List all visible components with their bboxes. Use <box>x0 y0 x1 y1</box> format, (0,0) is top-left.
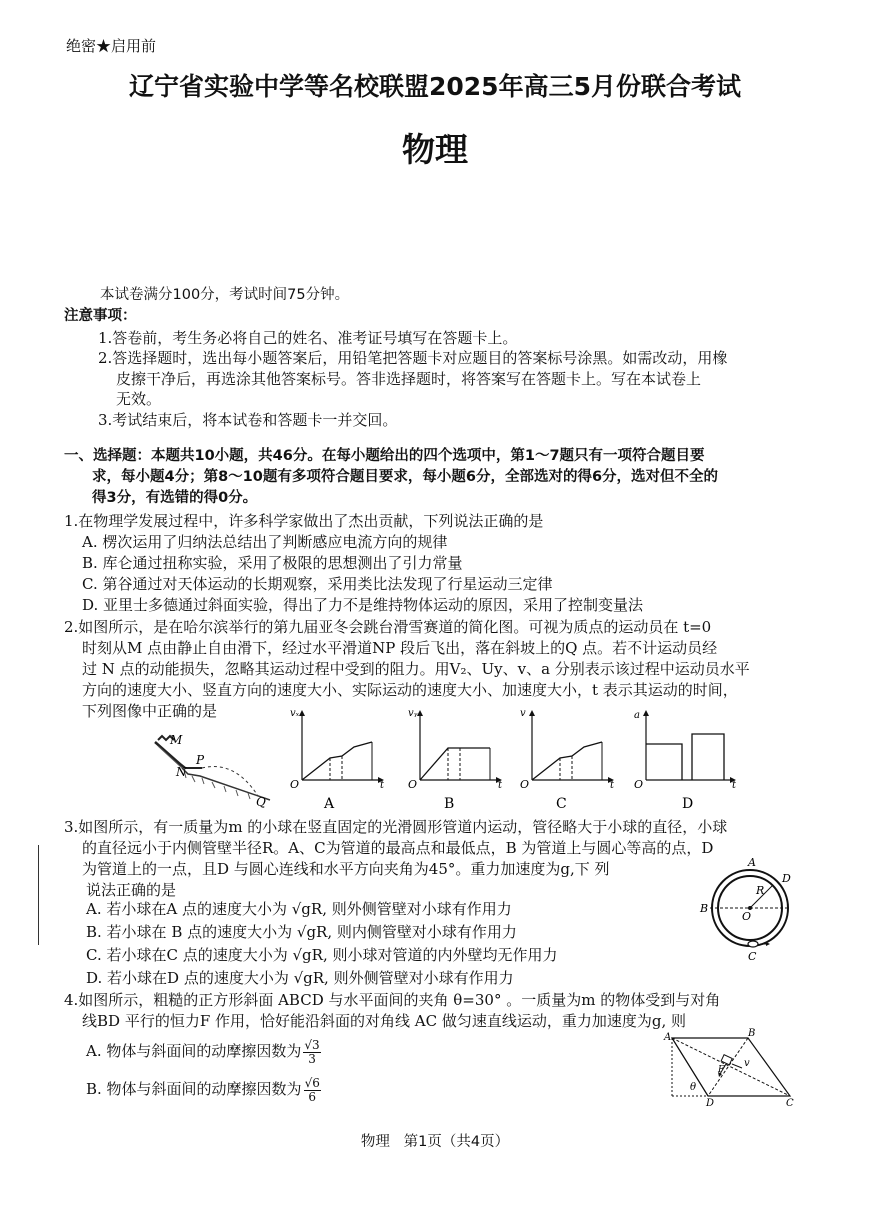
pipe-label-r: R <box>756 884 765 897</box>
graph-b-tlabel: t <box>498 780 503 791</box>
graph-d-origin: O <box>634 778 644 791</box>
note-2: 2.答选择题时，选出每小题答案后，用铅笔把答题卡对应题目的答案标号涂黑。如需改动，用橡 <box>98 349 728 367</box>
q3-option-b: B. 若小球在 B 点的速度大小为 √gR, 则内侧管壁对小球有作用力 <box>86 923 517 941</box>
q4-option-a-denominator: 3 <box>308 1051 316 1066</box>
q2-line-5: 下列图像中正确的是 <box>82 702 218 720</box>
graph-c-origin: O <box>520 778 530 791</box>
graph-d-letter: D <box>682 796 694 812</box>
graph-a-origin: O <box>290 778 300 791</box>
inclined-plane-figure <box>656 1028 806 1109</box>
q2-figures <box>140 708 760 814</box>
graph-b-letter: B <box>444 796 455 812</box>
note-1: 1.答卷前，考生务必将自己的姓名、准考证号填写在答题卡上。 <box>98 329 518 347</box>
q1-option-d: D. 亚里士多德通过斜面实验，得出了力不是维持物体运动的原因，采用了控制变量法 <box>82 596 644 614</box>
q4-option-a-fraction <box>303 1039 320 1066</box>
q3-option-a: A. 若小球在A 点的速度大小为 √gR, 则外侧管壁对小球有作用力 <box>86 900 512 918</box>
graph-a-ylabel: vₓ <box>290 708 300 719</box>
q2-line-3: 过 N 点的动能损失，忽略其运动过程中受到的阻力。用V₂、Uy、v、a 分别表示该过程中运动员水平 <box>82 660 750 678</box>
plane-label-v: v <box>744 1058 750 1069</box>
graph-d-ylabel: a <box>634 710 640 721</box>
graph-d-tlabel: t <box>732 780 737 791</box>
section-1-line-2: 求，每小题4分；第8～10题有多项符合题目要求，每小题6分，全部选对的得6分，选对但不全的 <box>92 469 719 485</box>
plane-label-theta: θ <box>690 1082 697 1093</box>
q4-option-b-fraction <box>304 1077 321 1104</box>
graph-d <box>634 710 737 812</box>
ski-track-figure <box>155 733 270 809</box>
circular-pipe-figure <box>700 858 810 962</box>
q4-option-b-denominator: 6 <box>308 1089 317 1104</box>
q3-line-4: 说法正确的是 <box>86 881 177 899</box>
q4-option-b <box>86 1074 321 1104</box>
q4-line-1: 4.如图所示，粗糙的正方形斜面 ABCD 与水平面间的夹角 θ=30° 。一质量为m 的物体受到与对角 <box>64 991 721 1009</box>
plane-label-d: D <box>706 1098 715 1109</box>
q2-line-1: 2.如图所示，是在哈尔滨举行的第九届亚冬会跳台滑雪赛道的简化图。可视为质点的运动员在 t=0 <box>64 618 712 636</box>
pipe-label-a: A <box>748 856 756 869</box>
pipe-label-b: B <box>700 902 709 915</box>
q1-option-a: A. 楞次运用了归纳法总结出了判断感应电流方向的规律 <box>82 533 448 551</box>
note-2-cont-2: 无效。 <box>116 390 162 408</box>
graph-c-ylabel: v <box>520 708 526 719</box>
q3-line-3: 为管道上的一点，且D 与圆心连线和水平方向夹角为45°。重力加速度为g,下 列 <box>82 860 610 878</box>
track-label-m: M <box>170 733 183 747</box>
confidential-mark: 绝密★启用前 <box>66 37 157 55</box>
note-3: 3.考试结束后，将本试卷和答题卡一并交回。 <box>98 411 398 429</box>
graph-b-origin: O <box>408 778 418 791</box>
graph-c <box>520 708 615 812</box>
q4-option-a-numerator: √3 <box>304 1037 320 1052</box>
q3-line-2: 的直径远小于内侧管壁半径R。A、C为管道的最高点和最低点，B 为管道上与圆心等高的点，D <box>82 839 714 857</box>
q4-option-b-numerator: √6 <box>304 1075 320 1090</box>
q4-option-a <box>86 1036 321 1066</box>
q2-line-4: 方向的速度大小、竖直方向的速度大小、实际运动的速度大小、加速度大小，t 表示其运动的时间， <box>82 681 738 699</box>
q1-stem: 1.在物理学发展过程中，许多科学家做出了杰出贡献，下列说法正确的是 <box>64 512 544 530</box>
graph-a-letter: A <box>324 796 335 812</box>
q3-line-1: 3.如图所示，有一质量为m 的小球在竖直固定的光滑圆形管道内运动，管径略大于小球的直径，小球 <box>64 818 728 836</box>
pipe-label-c: C <box>748 950 757 963</box>
page-footer: 物理 第1页（共4页） <box>360 1134 510 1150</box>
pipe-label-d: D <box>782 872 791 885</box>
graph-b-ylabel: vᵧ <box>408 708 418 719</box>
notes-title: 注意事项： <box>64 308 137 324</box>
graph-a <box>290 708 385 812</box>
q2-line-2: 时刻从M 点由静止自由滑下，经过水平滑道NP 段后飞出，落在斜坡上的Q 点。若不计运动员经 <box>82 639 718 657</box>
subject-title: 物理 <box>402 130 468 169</box>
section-1-line-3: 得3分，有选错的得0分。 <box>92 490 258 506</box>
q1-option-c: C. 第谷通过对天体运动的长期观察，采用类比法发现了行星运动三定律 <box>82 575 553 593</box>
track-label-p: P <box>196 753 205 767</box>
graph-c-tlabel: t <box>610 780 615 791</box>
margin-line <box>38 845 39 945</box>
q4-option-b-text: B. 物体与斜面间的动摩擦因数为 <box>86 1080 302 1098</box>
q4-option-a-text: A. 物体与斜面间的动摩擦因数为 <box>86 1042 302 1060</box>
section-1-line-1: 一、选择题：本题共10小题，共46分。在每小题给出的四个选项中，第1～7题只有一项符合题目要 <box>64 448 705 464</box>
q3-option-c: C. 若小球在C 点的速度大小为 √gR, 则小球对管道的内外壁均无作用力 <box>86 946 558 964</box>
q1-option-b: B. 库仑通过扭称实验，采用了极限的思想测出了引力常量 <box>82 554 463 572</box>
plane-label-f: F <box>718 1065 725 1075</box>
plane-label-a: A <box>664 1032 672 1043</box>
plane-label-c: C <box>786 1098 794 1109</box>
q4-line-2: 线BD 平行的恒力F 作用，恰好能沿斜面的对角线 AC 做匀速直线运动，重力加速度为g, 则 <box>82 1012 686 1030</box>
exam-title: 辽宁省实验中学等名校联盟2025年高三5月份联合考试 <box>129 72 741 101</box>
note-2-cont: 皮擦干净后，再选涂其他答案标号。答非选择题时，将答案写在答题卡上。写在本试卷上 <box>116 370 702 388</box>
graph-c-letter: C <box>556 796 567 812</box>
graph-b <box>408 708 503 812</box>
plane-label-b: B <box>748 1028 756 1039</box>
graph-a-tlabel: t <box>380 780 385 791</box>
pipe-label-o: O <box>742 910 752 923</box>
score-time-note: 本试卷满分100分，考试时间75分钟。 <box>100 287 350 303</box>
track-label-n: N <box>176 765 187 779</box>
track-label-q: Q <box>256 795 266 809</box>
q3-option-d: D. 若小球在D 点的速度大小为 √gR, 则外侧管壁对小球有作用力 <box>86 969 514 987</box>
